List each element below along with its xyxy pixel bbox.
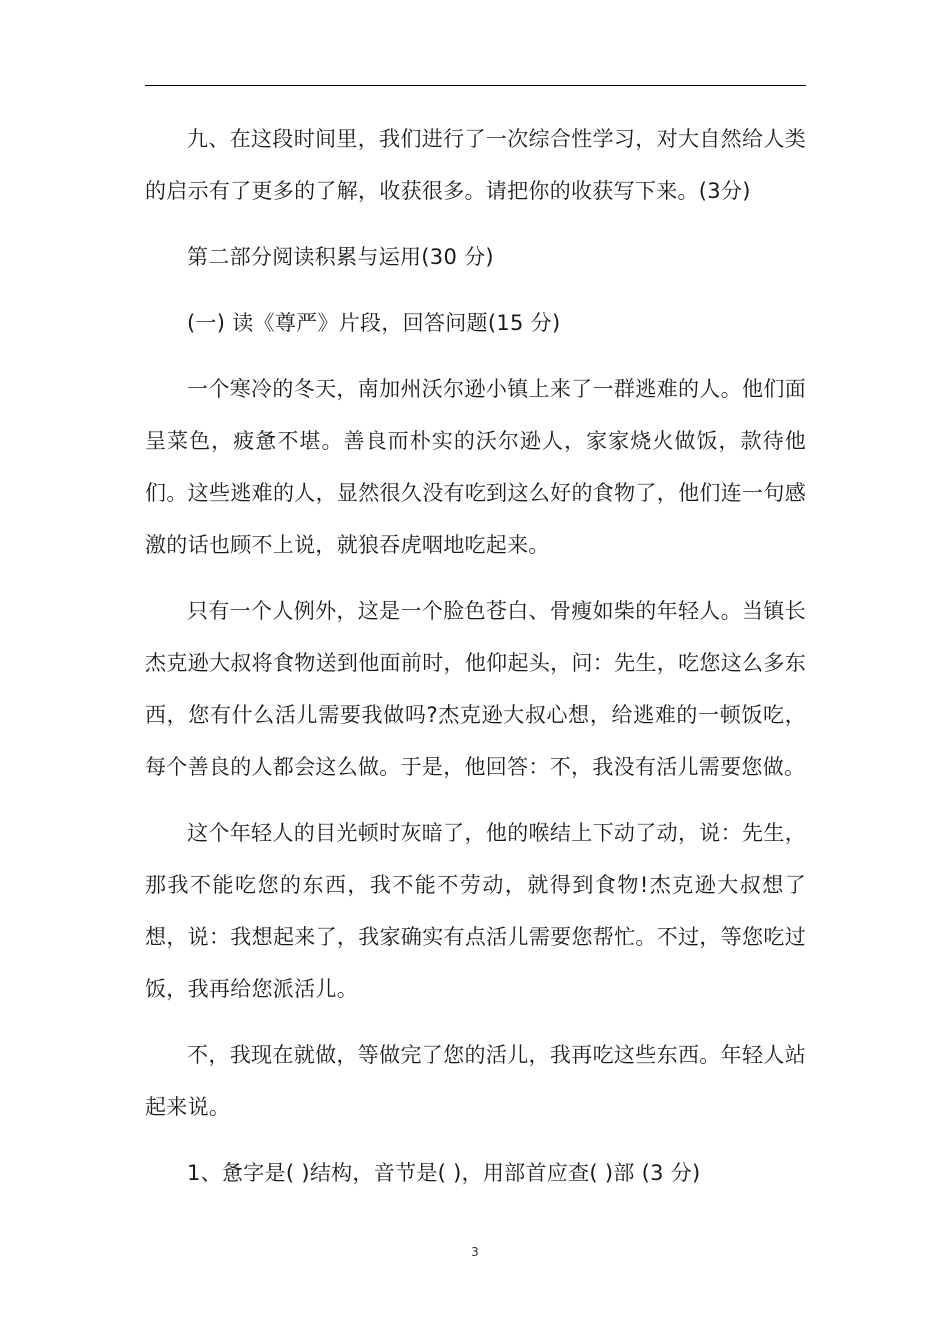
page-number: 3 bbox=[471, 1245, 479, 1259]
reading-heading: (一) 读《尊严》片段，回答问题(15 分) bbox=[187, 311, 561, 335]
passage-paragraph: 只有一个人例外，这是一个脸色苍白、骨瘦如柴的年轻人。当镇长杰克逊大叔将食物送到他面前时，他仰起头，问：先生，吃您这么多东西，您有什么活儿需要我做吗?杰克逊大叔心想，给逃难的一顿饭吃，每个善良的人都会这么做。于是，他回答：不，我没有活儿需要您做。 bbox=[145, 599, 806, 779]
section-heading: 第二部分阅读积累与运用(30 分) bbox=[187, 245, 494, 269]
question-one: 1、惫字是( )结构，音节是( )，用部首应查( )部 (3 分) bbox=[187, 1161, 701, 1185]
passage-paragraph: 不，我现在就做，等做完了您的活儿，我再吃这些东西。年轻人站起来说。 bbox=[145, 1043, 806, 1119]
passage-paragraph: 一个寒冷的冬天，南加州沃尔逊小镇上来了一群逃难的人。他们面呈菜色，疲惫不堪。善良而朴实的沃尔逊人，家家烧火做饭，款待他们。这些逃难的人，显然很久没有吃到这么好的食物了，他们连一句感激的话也顾不上说，就狼吞虎咽地吃起来。 bbox=[145, 377, 806, 557]
passage-paragraph: 这个年轻人的目光顿时灰暗了，他的喉结上下动了动，说：先生，那我不能吃您的东西，我不能不劳动，就得到食物!杰克逊大叔想了想，说：我想起来了，我家确实有点活儿需要您帮忙。不过，等您吃过饭，我再给您派活儿。 bbox=[145, 821, 806, 1001]
document-body bbox=[145, 113, 806, 1213]
question-nine: 九、在这段时间里，我们进行了一次综合性学习，对大自然给人类的启示有了更多的了解，收获很多。请把你的收获写下来。(3分) bbox=[145, 127, 806, 203]
header-rule bbox=[145, 85, 806, 86]
